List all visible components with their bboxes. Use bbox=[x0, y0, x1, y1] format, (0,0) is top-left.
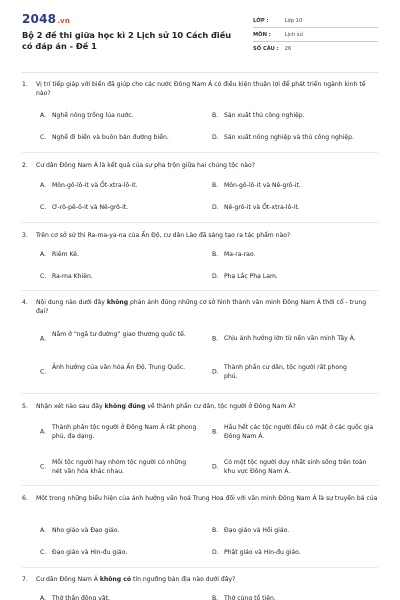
answer-option-c[interactable] bbox=[40, 363, 202, 381]
question-stem: Cư dân Đông Nam Á là kết quả của sự pha trộn giữa hai chủng tộc nào? bbox=[36, 162, 255, 169]
answer-option-b[interactable] bbox=[212, 423, 378, 441]
class-label: LỚP : bbox=[253, 18, 269, 24]
answer-option-d[interactable] bbox=[212, 458, 378, 476]
option-letter: A. bbox=[40, 112, 46, 119]
stem-text: Cư dân Đông Nam Á bbox=[36, 576, 100, 583]
option-letter: B. bbox=[212, 428, 219, 436]
option-text: Chịu ảnh hưởng lớn từ nền văn minh Tây Á. bbox=[224, 335, 356, 342]
class-value: Lớp 10 bbox=[284, 18, 303, 24]
question-stem bbox=[36, 494, 380, 503]
option-text: Nê-grô-it và Ốt-xtra-lô-it. bbox=[224, 204, 300, 211]
option-text: Ơ-rô-pê-ô-it và Nê-grô-it. bbox=[52, 204, 129, 211]
option-letter: B. bbox=[212, 112, 219, 119]
subject-info bbox=[253, 32, 378, 38]
option-text: Phật giáo và Hin-đu giáo. bbox=[224, 549, 301, 556]
option-text: Thành phần cư dân, tộc người rất phong phú. bbox=[224, 364, 347, 380]
option-letter: A. bbox=[40, 428, 46, 436]
question-number: 6. bbox=[22, 495, 28, 502]
option-letter: C. bbox=[40, 549, 47, 556]
answer-option-a[interactable] bbox=[40, 330, 202, 348]
option-letter: A. bbox=[40, 182, 46, 189]
answer-option-a[interactable] bbox=[40, 423, 202, 441]
option-text: Nằm ở “ngã tư đường” giao thương quốc tế. bbox=[52, 331, 186, 338]
option-text: Môn-gô-lô-it và Nê-grô-it. bbox=[224, 182, 301, 189]
question-number: 2. bbox=[22, 162, 28, 169]
question-number: 7. bbox=[22, 576, 28, 583]
option-text: Thành phần tộc người ở Đông Nam Á rất phong phú, đa dạng. bbox=[52, 424, 197, 440]
logo-suffix: .vn bbox=[57, 17, 71, 25]
option-text: Đạo giáo và Hồi giáo. bbox=[224, 527, 290, 534]
option-text: Ảnh hưởng của văn hóa Ấn Độ, Trung Quốc. bbox=[52, 364, 186, 371]
option-letter: B. bbox=[212, 335, 219, 343]
info-divider bbox=[253, 27, 378, 28]
option-text: Nghề nông trồng lúa nước. bbox=[52, 112, 134, 119]
stem-emphasis: không bbox=[106, 299, 129, 306]
option-text: Phạ Lắc Phạ Lam. bbox=[224, 273, 278, 280]
question-stem bbox=[36, 298, 380, 316]
stem-text: Nhận xét nào sau đây bbox=[36, 403, 105, 410]
stem-text: Một trong những biểu hiện của ảnh hưởng văn hoá Trung Hoa đối với văn minh Đông Nam Á là sự truyền bá của bbox=[36, 495, 378, 502]
option-letter: D. bbox=[212, 368, 219, 376]
question-divider bbox=[22, 222, 378, 223]
question-number: 1. bbox=[22, 81, 28, 88]
option-letter: C. bbox=[40, 463, 47, 471]
question-stem: Trên cơ sở sử thi Ra-ma-ya-na của Ấn Độ, cư dân Lào đã sáng tạo ra tác phẩm nào? bbox=[36, 232, 291, 239]
option-text: Nghề đi biển và buôn bán đường biển. bbox=[52, 134, 169, 141]
option-text: Mỗi tộc người hay nhóm tộc người có những nét văn hóa khác nhau. bbox=[52, 459, 187, 475]
option-letter: C. bbox=[40, 204, 47, 211]
logo-text: 2048 bbox=[22, 12, 57, 26]
document-title: Bộ 2 đề thi giữa học kì 2 Lịch sử 10 Cách điều có đáp án - Đề 1 bbox=[22, 30, 232, 51]
class-info bbox=[253, 18, 378, 24]
option-letter: A. bbox=[40, 335, 46, 343]
question-divider bbox=[22, 152, 378, 153]
question-divider bbox=[22, 393, 378, 394]
option-letter: B. bbox=[212, 595, 219, 600]
question-number: 4. bbox=[22, 299, 28, 306]
option-letter: C. bbox=[40, 134, 47, 141]
option-letter: C. bbox=[40, 273, 47, 280]
stem-emphasis: không có bbox=[99, 576, 132, 583]
question-stem: Vị trí tiếp giáp với biển đã giúp cho các nước Đông Nam Á có điều kiện thuận lợi để phát triển ngành kinh tế nào? bbox=[36, 81, 366, 97]
question-stem bbox=[36, 575, 380, 584]
stem-text: tín ngưỡng bản địa nào dưới đây? bbox=[131, 576, 236, 583]
option-letter: C. bbox=[40, 368, 47, 376]
question-divider bbox=[22, 290, 378, 291]
question-number: 5. bbox=[22, 403, 28, 410]
option-text: Sản xuất nông nghiệp và thủ công nghiệp. bbox=[224, 134, 354, 141]
option-text: Ra-ma Khiên. bbox=[52, 273, 93, 280]
document-header bbox=[0, 0, 400, 70]
count-label: SỐ CÂU : bbox=[253, 46, 279, 52]
stem-text: về thành phần cư dân, tộc người ở Đông Nam Á? bbox=[145, 403, 296, 410]
info-divider bbox=[253, 41, 378, 42]
question-stem bbox=[36, 402, 380, 411]
header-divider bbox=[22, 72, 378, 73]
answer-option-b[interactable] bbox=[212, 330, 378, 348]
option-text: Thờ cúng tổ tiên. bbox=[224, 595, 276, 600]
count-value: 26 bbox=[284, 46, 292, 52]
option-letter: D. bbox=[212, 204, 219, 211]
option-letter: A. bbox=[40, 527, 46, 534]
option-text: Có một tộc người duy nhất sinh sống trên toàn khu vực Đông Nam Á. bbox=[224, 459, 367, 475]
stem-text: Nội dung nào dưới đây bbox=[36, 299, 107, 306]
option-letter: D. bbox=[212, 273, 219, 280]
option-text: Riêm Kê. bbox=[52, 251, 79, 258]
option-letter: D. bbox=[212, 549, 219, 556]
option-text: Môn-gô-lô-it và Ốt-xtra-lô-it. bbox=[52, 182, 138, 189]
stem-text: phản ánh đúng những cơ sở hình thành văn minh Đông Nam Á thời cổ - trung đại? bbox=[36, 299, 367, 315]
subject-value: Lịch sử bbox=[284, 32, 303, 38]
option-letter: B. bbox=[212, 251, 219, 258]
option-letter: A. bbox=[40, 251, 46, 258]
option-text: Thờ thần động vật. bbox=[52, 595, 110, 600]
answer-option-d[interactable] bbox=[212, 363, 378, 381]
option-text: Đạo giáo và Hin-đu giáo. bbox=[52, 549, 128, 556]
stem-emphasis: không đúng bbox=[104, 403, 146, 410]
question-number: 3. bbox=[22, 232, 28, 239]
option-text: Sản xuất thủ công nghiệp. bbox=[224, 112, 305, 119]
question-count-info bbox=[253, 46, 378, 52]
option-letter: B. bbox=[212, 527, 219, 534]
option-text: Hầu hết các tộc người đều có mặt ở các quốc gia Đông Nam Á. bbox=[224, 424, 374, 440]
option-letter: B. bbox=[212, 182, 219, 189]
option-letter: D. bbox=[212, 134, 219, 141]
option-text: Ma-ra-rao. bbox=[224, 251, 256, 258]
question-divider bbox=[22, 485, 378, 486]
subject-label: MÔN : bbox=[253, 32, 271, 38]
option-text: Nho giáo và Đạo giáo. bbox=[52, 527, 120, 534]
answer-option-c[interactable] bbox=[40, 458, 202, 476]
site-logo[interactable] bbox=[22, 12, 70, 26]
option-letter: D. bbox=[212, 463, 219, 471]
question-divider bbox=[22, 567, 378, 568]
option-letter: A. bbox=[40, 595, 46, 600]
